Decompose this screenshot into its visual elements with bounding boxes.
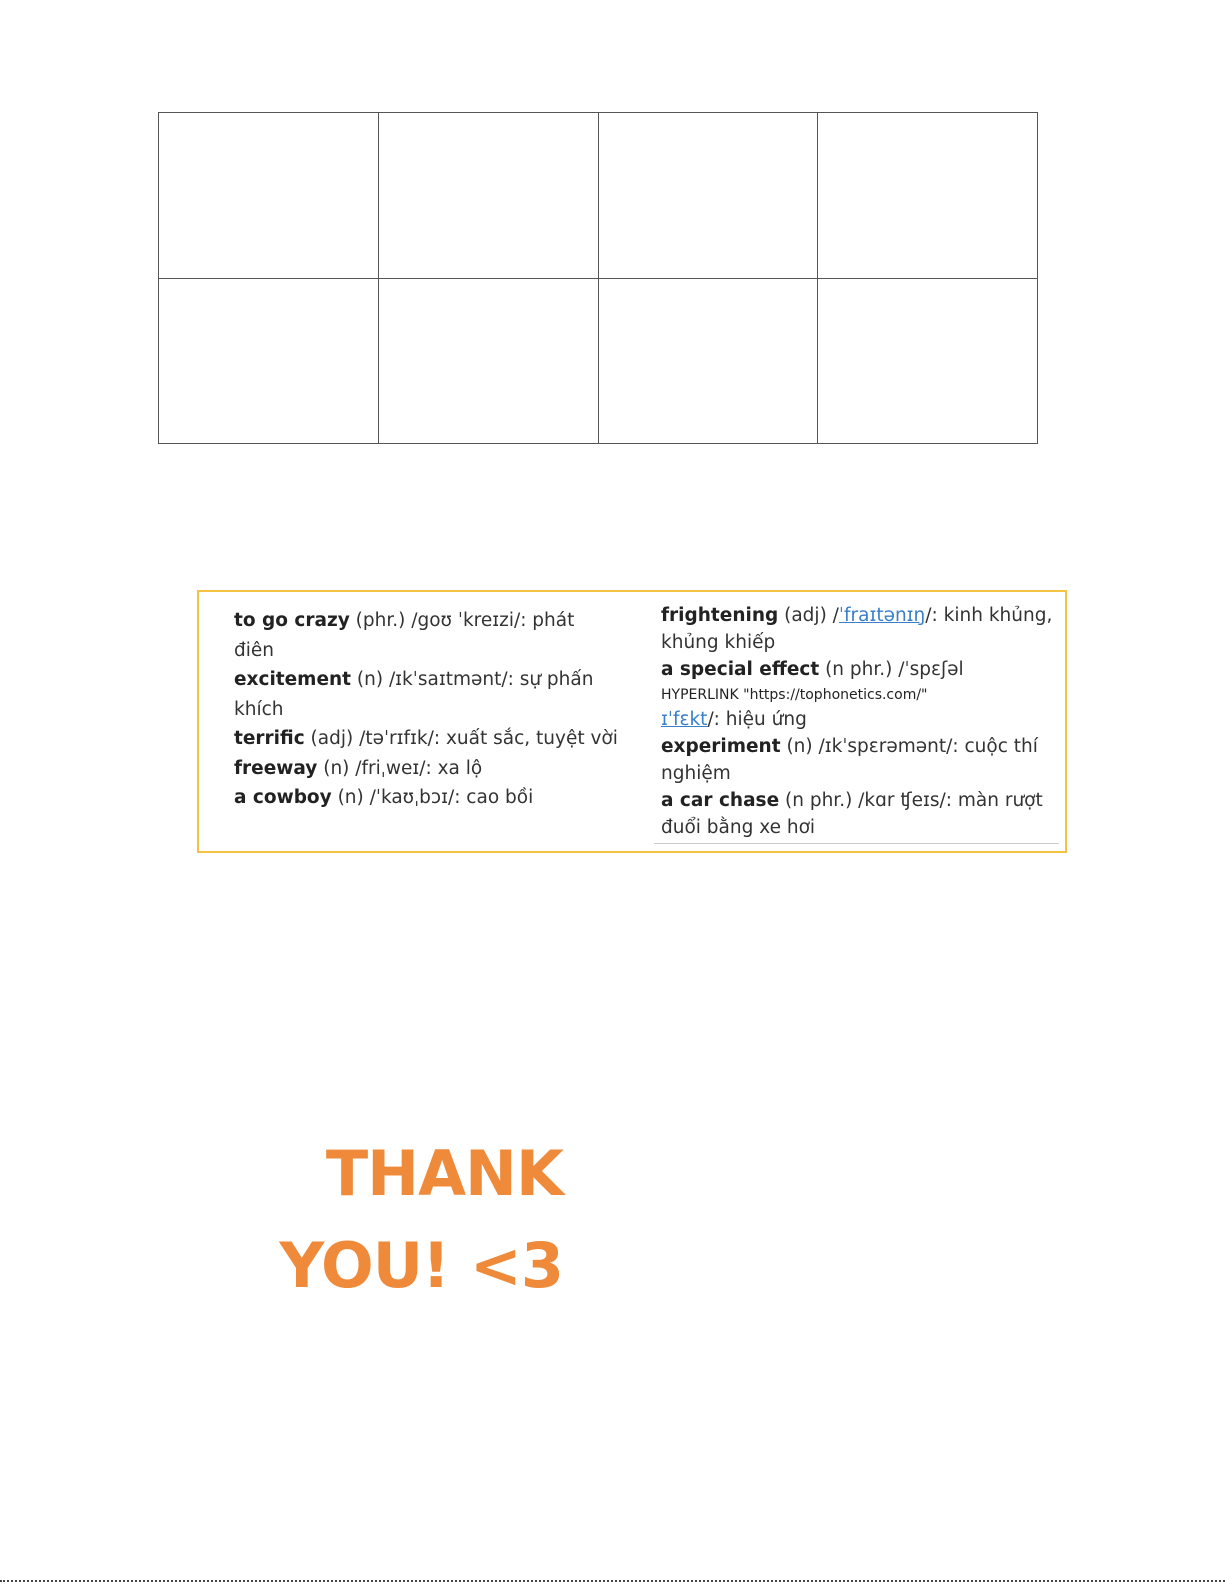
vocab-term: excitement	[234, 669, 352, 690]
vocab-entry	[661, 787, 1056, 841]
vocab-definition: (n) /friˌweɪ/: xa lộ	[317, 757, 483, 779]
vocab-entry	[234, 754, 619, 784]
table-cell	[818, 113, 1038, 279]
page-bottom-rule	[0, 1580, 1225, 1582]
vocab-definition: /: hiệu ứng	[707, 708, 807, 730]
empty-table	[158, 112, 1038, 444]
vocab-term: experiment	[661, 735, 781, 757]
vocab-entry	[234, 665, 619, 724]
vocab-term: freeway	[234, 757, 318, 779]
vocab-definition: (phr.) /goʊ ˈkreɪzi/: phát điên	[234, 610, 575, 661]
table-cell	[378, 278, 598, 444]
vocab-definition: (n) /ɪkˈspɛrəmənt/: cuộc thí nghiệm	[661, 735, 1038, 785]
ipa-link[interactable]: ɪˈfɛkt	[661, 708, 708, 730]
table-cell	[159, 113, 379, 279]
vocab-definition: (n phr.) /kɑr ʧeɪs/: màn rượt đuổi bằng xe hơi	[661, 790, 1043, 839]
vocab-entry	[234, 724, 619, 754]
hyperlink-field-code: HYPERLINK "https://tophonetics.com/"	[661, 686, 928, 703]
vocab-definition: (adj) /	[778, 605, 839, 626]
vocab-entry	[661, 706, 1056, 733]
vocab-definition: (n) /ˈkaʊˌbɔɪ/: cao bồi	[331, 787, 534, 808]
table-cell	[159, 278, 379, 444]
vocab-term: a cowboy	[234, 787, 332, 808]
table-cell	[818, 278, 1038, 444]
table-cell	[598, 113, 818, 279]
vocab-term: frightening	[661, 605, 779, 626]
vocab-entry	[234, 783, 619, 813]
vocabulary-left-column	[234, 606, 619, 813]
vocab-term: a special effect	[661, 659, 820, 681]
vocab-term: to go crazy	[234, 610, 350, 631]
table-cell	[598, 278, 818, 444]
thank-you-text	[279, 1128, 563, 1312]
vocab-entry	[234, 606, 619, 665]
ipa-link[interactable]: ˈfraɪtənɪŋ	[838, 605, 926, 626]
vocabulary-right-column	[661, 602, 1056, 842]
vocab-term: a car chase	[661, 790, 780, 812]
table-row	[159, 278, 1038, 444]
vocab-entry	[661, 602, 1056, 656]
vocab-definition: (n) /ɪkˈsaɪtmənt/: sự phấn khích	[234, 669, 594, 720]
vocab-entry	[661, 733, 1056, 787]
table-cell	[378, 113, 598, 279]
vocabulary-box	[197, 590, 1067, 853]
vocab-definition: (adj) /təˈrɪfɪk/: xuất sắc, tuyệt vời	[304, 728, 618, 749]
vocab-definition: (n phr.) /ˈspɛʃəl	[819, 659, 964, 681]
divider	[654, 843, 1059, 844]
table-row	[159, 113, 1038, 279]
thank-you-line-1: THANK	[325, 1137, 563, 1210]
vocab-entry	[661, 656, 1056, 683]
thank-you-line-2: YOU! <3	[279, 1229, 563, 1302]
vocab-definition: /: kinh khủng, khủng khiếp	[661, 605, 1053, 654]
vocab-term: terrific	[234, 728, 305, 749]
